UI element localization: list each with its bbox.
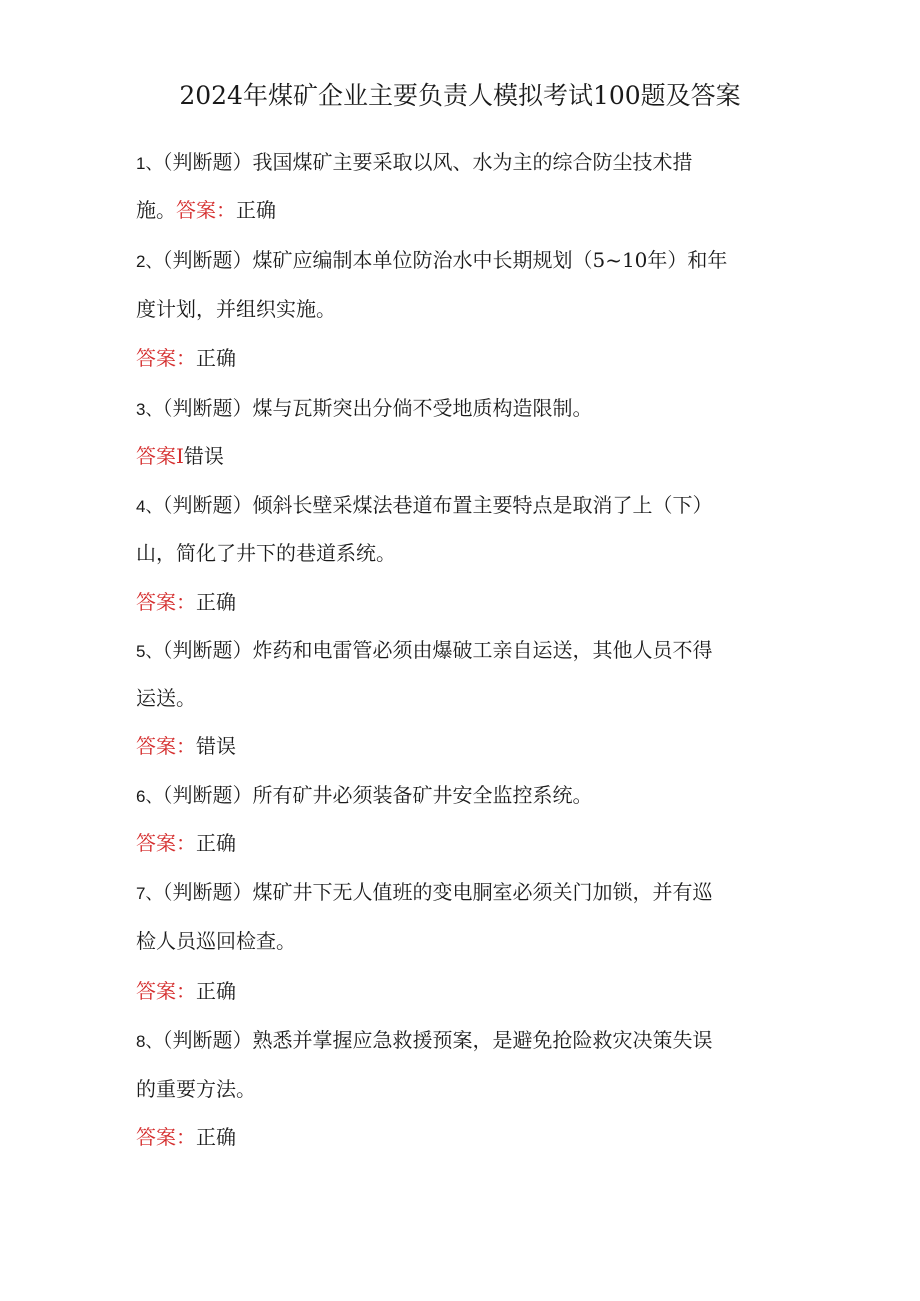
document-title: 2024年煤矿企业主要负责人模拟考试100题及答案: [179, 81, 741, 110]
answer-value: 正确: [236, 198, 276, 222]
answer-label: 答案I: [136, 444, 184, 468]
question-text: （判断题）我国煤矿主要采取以风、水为主的综合防尘技术措: [162, 150, 693, 174]
question-2-continued: [136, 294, 336, 324]
question-number: 1、: [136, 154, 163, 173]
answer-label: 答案：: [136, 979, 196, 1003]
question-number: 5、: [136, 642, 163, 661]
answer-3: [136, 441, 224, 471]
answer-label: 答案：: [136, 831, 196, 855]
question-7-continued: [136, 926, 296, 956]
answer-label: 答案：: [136, 590, 196, 614]
question-text: （判断题）倾斜长壁采煤法巷道布置主要特点是取消了上（下）: [162, 493, 713, 517]
question-text: （判断题）煤与瓦斯突出分倘不受地质构造限制。: [162, 396, 593, 420]
answer-2: [136, 343, 236, 373]
answer-4: [136, 587, 236, 617]
question-text: 运送。: [136, 686, 196, 710]
question-text: （判断题）煤矿应编制本单位防治水中长期规划（5~10年）和年: [162, 248, 728, 272]
question-text: 检人员巡回检查。: [136, 929, 296, 953]
question-5: [136, 635, 712, 667]
answer-8: [136, 1122, 236, 1152]
question-number: 8、: [136, 1032, 163, 1051]
answer-label: 答案：: [136, 346, 196, 370]
answer-value: 正确: [196, 590, 236, 614]
answer-label: 答案：: [176, 198, 236, 222]
question-number: 6、: [136, 787, 163, 806]
question-number: 7、: [136, 884, 163, 903]
question-4: [136, 490, 712, 522]
question-text: （判断题）熟悉并掌握应急救援预案，是避免抢险救灾决策失误: [162, 1028, 713, 1052]
question-text: 山，简化了井下的巷道系统。: [136, 541, 396, 565]
question-text: （判断题）所有矿井必须装备矿井安全监控系统。: [162, 783, 593, 807]
question-text: （判断题）炸药和电雷管必须由爆破工亲自运送，其他人员不得: [162, 638, 713, 662]
question-3: [136, 393, 592, 425]
answer-value: 正确: [196, 979, 236, 1003]
answer-value: 错误: [196, 734, 236, 758]
question-number: 2、: [136, 252, 163, 271]
question-4-continued: [136, 538, 396, 568]
question-1-continued: [136, 195, 276, 225]
question-1: [136, 147, 692, 179]
question-text: 度计划，并组织实施。: [136, 297, 336, 321]
question-number: 4、: [136, 497, 163, 516]
answer-label: 答案：: [136, 734, 196, 758]
answer-value: 正确: [196, 346, 236, 370]
answer-value: 错误: [183, 444, 224, 468]
question-text: （判断题）煤矿井下无人值班的变电胴室必须关门加锁，并有巡: [162, 880, 713, 904]
answer-5: [136, 731, 236, 761]
answer-6: [136, 828, 236, 858]
question-8-continued: [136, 1074, 256, 1104]
answer-7: [136, 976, 236, 1006]
answer-label: 答案：: [136, 1125, 196, 1149]
question-text: 施。: [136, 198, 176, 222]
answer-value: 正确: [196, 831, 236, 855]
question-5-continued: [136, 683, 196, 713]
question-number: 3、: [136, 400, 163, 419]
question-2: [136, 245, 727, 277]
question-text: 的重要方法。: [136, 1077, 256, 1101]
question-7: [136, 877, 712, 909]
answer-value: 正确: [196, 1125, 236, 1149]
question-6: [136, 780, 592, 812]
question-8: [136, 1025, 712, 1057]
